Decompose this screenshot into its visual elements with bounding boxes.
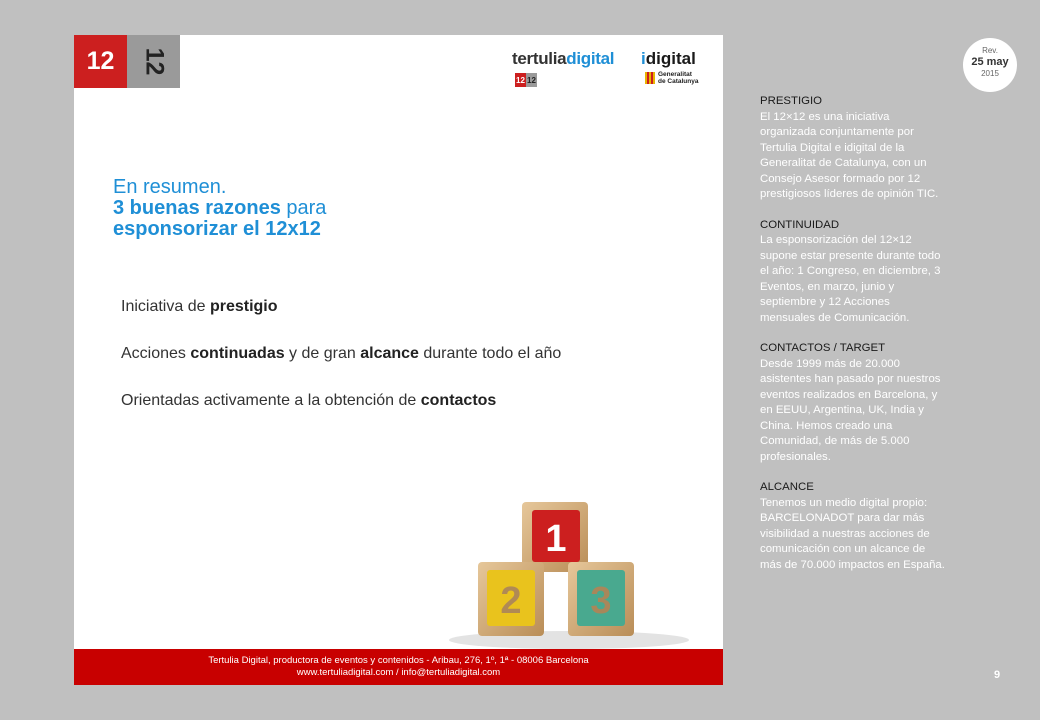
- logo-red-text: 12: [86, 47, 115, 75]
- footer-address: Tertulia Digital, productora de eventos y contenidos - Aribau, 276, 1º, 1ª - 08006 Barcelona: [208, 655, 589, 666]
- slide: [74, 35, 723, 685]
- generalitat-line2: de Catalunya: [658, 78, 699, 85]
- rev-label: Rev.: [982, 46, 998, 55]
- cube-2-number: 2: [500, 580, 522, 622]
- slide-title: [113, 177, 326, 240]
- title-line2-rest: para: [280, 197, 327, 219]
- cube-3: [568, 562, 634, 636]
- idigital-logo: [641, 49, 696, 69]
- logo-red-block: [74, 35, 127, 88]
- note-heading: CONTACTOS / TARGET: [760, 342, 886, 354]
- reason-text: Acciones: [121, 345, 191, 362]
- note-body: El 12×12 es una iniciativa organizada conjuntamente por Tertulia Digital e idigital de la Generalitat de Catalunya, con un Consejo Asesor formado por 12 prestigiosos líderes de opinión TIC.: [760, 110, 939, 200]
- logo-12x12: [74, 35, 180, 88]
- note-section: [760, 94, 945, 203]
- tertulia-digital-logo: [512, 49, 614, 69]
- cube-2: [478, 562, 544, 636]
- idigital-i-text: i: [641, 49, 646, 68]
- note-body: Tenemos un medio digital propio: BARCELONADOT para dar más visibilidad a nuestras acciones de comunicación con un alcance de más de 70.000 impactos en España.: [760, 496, 945, 571]
- reason-item: [121, 298, 561, 345]
- rev-year: 2015: [981, 69, 999, 78]
- generalitat-text: [658, 71, 698, 85]
- note-heading: ALCANCE: [760, 481, 814, 493]
- footer-contact: www.tertuliadigital.com / info@tertuliadigital.com: [296, 667, 501, 678]
- reason-text: durante todo el año: [418, 345, 562, 362]
- reason-keyword: contactos: [420, 392, 497, 409]
- mini-12x12-logo: [515, 73, 537, 87]
- cube-1: [522, 502, 588, 572]
- idigital-text: digital: [645, 49, 696, 68]
- logo-grey-block: [127, 35, 180, 88]
- mini-red-text: 12: [515, 73, 526, 87]
- note-heading: PRESTIGIO: [760, 95, 823, 107]
- reason-keyword: prestigio: [209, 298, 278, 315]
- reason-text: y de gran: [284, 345, 361, 362]
- note-section: [760, 218, 945, 327]
- revision-badge: [963, 38, 1017, 92]
- reason-text: Iniciativa de: [121, 298, 210, 315]
- catalan-flag-icon: [645, 72, 655, 84]
- numbered-cubes-image: [444, 490, 694, 650]
- brand-logos: [512, 49, 712, 94]
- mini-grey-text: 12: [526, 73, 537, 87]
- footer-bar: [74, 649, 723, 685]
- note-section: [760, 341, 945, 465]
- sidebar-notes: [760, 94, 945, 588]
- page-number: 9: [994, 669, 1001, 681]
- generalitat-line1: Generalitat: [658, 71, 692, 78]
- generalitat-logo: [645, 71, 698, 85]
- reason-keyword: continuadas: [190, 345, 285, 362]
- note-body: La esponsorización del 12×12 supone estar presente durante todo el año: 1 Congreso, en diciembre, 3 Eventos, en marzo, junio y septiembre y 12 Acciones mensuales de Comunicación.: [760, 234, 941, 324]
- reason-item: [121, 345, 561, 392]
- cube-3-number: 3: [590, 580, 612, 622]
- reason-item: [121, 392, 561, 439]
- title-line2-bold: 3 buenas razones: [113, 197, 281, 219]
- note-section: [760, 480, 945, 573]
- note-body: Desde 1999 más de 20.000 asistentes han pasado por nuestros eventos realizados en Barcelona, y en EEUU, Argentina, UK, India y China. Hemos creado una Comunidad, de más de 5.000 profesionales.: [760, 357, 941, 463]
- cube-1-number: 1: [545, 518, 567, 560]
- digital-text: digital: [566, 49, 615, 68]
- title-line3: esponsorizar el 12x12: [113, 218, 321, 240]
- reason-keyword: alcance: [360, 345, 419, 362]
- reason-text: Orientadas activamente a la obtención de: [121, 392, 421, 409]
- title-line1: En resumen.: [113, 176, 227, 198]
- note-heading: CONTINUIDAD: [760, 218, 840, 231]
- logo-grey-text: 12: [140, 47, 168, 76]
- reasons-list: [121, 298, 561, 439]
- rev-date: 25 may: [971, 56, 1009, 68]
- tertulia-text: tertulia: [512, 49, 567, 68]
